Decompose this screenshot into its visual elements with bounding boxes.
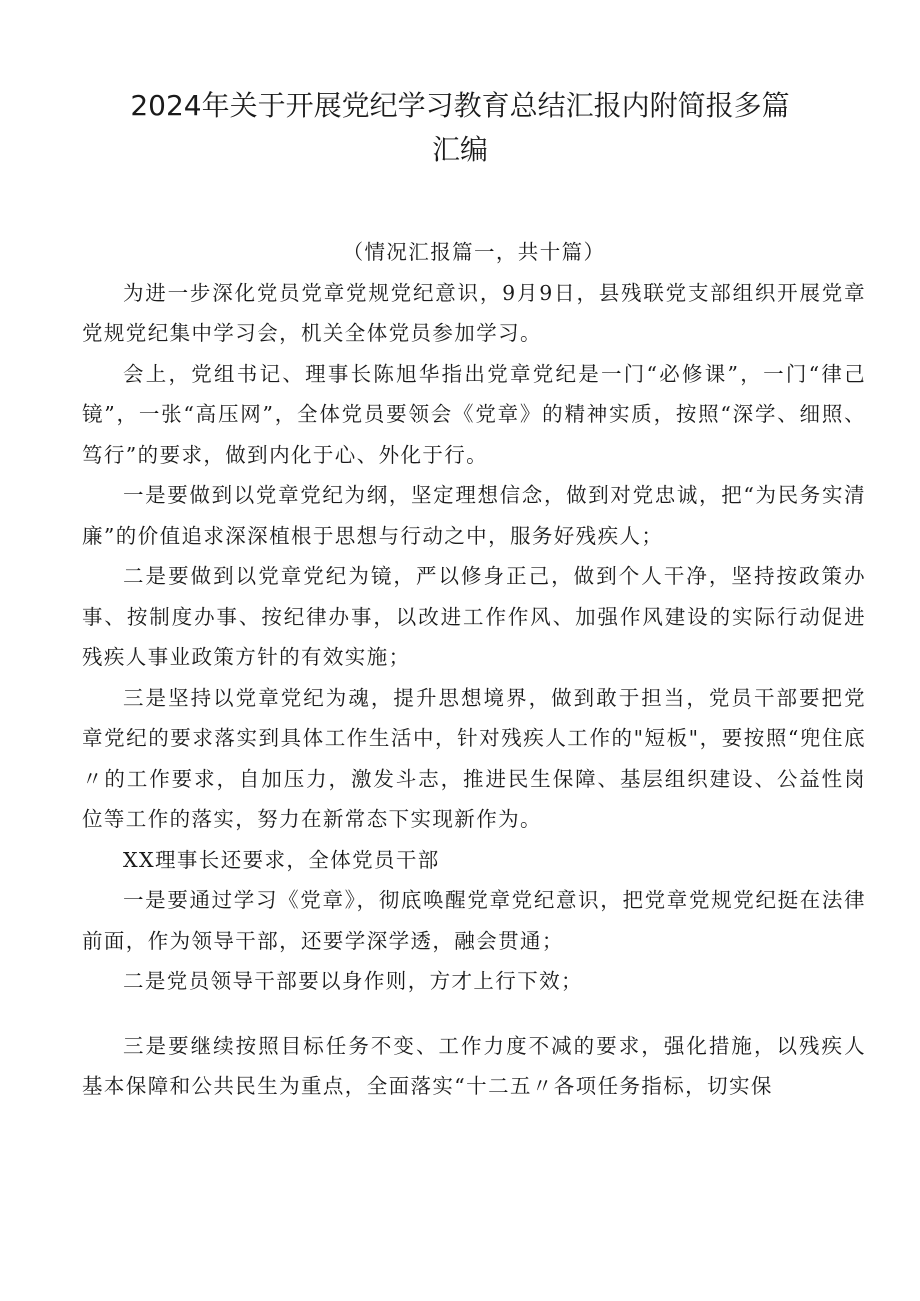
document-body — [82, 232, 866, 1107]
document-title-line-1: 2024年关于开展党纪学习教育总结汇报内附简报多篇 — [130, 89, 790, 122]
paragraph-8: 二是党员领导干部要以身作则，方才上行下效； — [123, 969, 583, 993]
paragraph-6: XX理事长还要求，全体党员干部 — [123, 847, 440, 872]
paragraph-2: 会上，党组书记、理事长陈旭华指出党章党纪是一门“必修课”，一门“律己镜”，一张“高压网”，全体党员要领会《党章》的精神实质，按照“深学、细照、笃行”的要求，做到内化于心、外化于行。 — [82, 361, 866, 467]
paragraph-4: 二是要做到以党章党纪为镜，严以修身正己，做到个人干净，坚持按政策办事、按制度办事、按纪律办事，以改进工作作风、加强作风建设的实际行动促进残疾人事业政策方针的有效实施； — [82, 564, 866, 669]
paragraph-3: 一是要做到以党章党纪为纲，坚定理想信念，做到对党忠诚，把“为民务实清廉”的价值追求深深植根于思想与行动之中，服务好残疾人； — [82, 483, 866, 548]
paragraph-1: 为进一步深化党员党章党规党纪意识，9月9日，县残联党支部组织开展党章党规党纪集中学习会，机关全体党员参加学习。 — [82, 280, 866, 345]
paragraph-7: 一是要通过学习《党章》，彻底唤醒党章党纪意识，把党章党规党纪挺在法律前面，作为领导干部，还要学深学透，融会贯通； — [82, 888, 866, 953]
document-title-line-2: 汇编 — [431, 133, 488, 166]
document-title — [60, 84, 860, 172]
paragraph-9: 三是要继续按照目标任务不变、工作力度不减的要求，强化措施，以残疾人基本保障和公共民生为重点，全面落实“十二五〃各项任务指标，切实保 — [82, 1033, 866, 1098]
document-subtitle: （情况汇报篇一，共十篇） — [342, 240, 606, 264]
paragraph-5: 三是坚持以党章党纪为魂，提升思想境界，做到敢于担当，党员干部要把党章党纪的要求落实到具体工作生活中，针对残疾人工作的"短板"，要按照“兜住底〃的工作要求，自加压力，激发斗志，推进民生保障、基层组织建设、公益性岗位等工作的落实，努力在新常态下实现新作为。 — [82, 685, 866, 831]
